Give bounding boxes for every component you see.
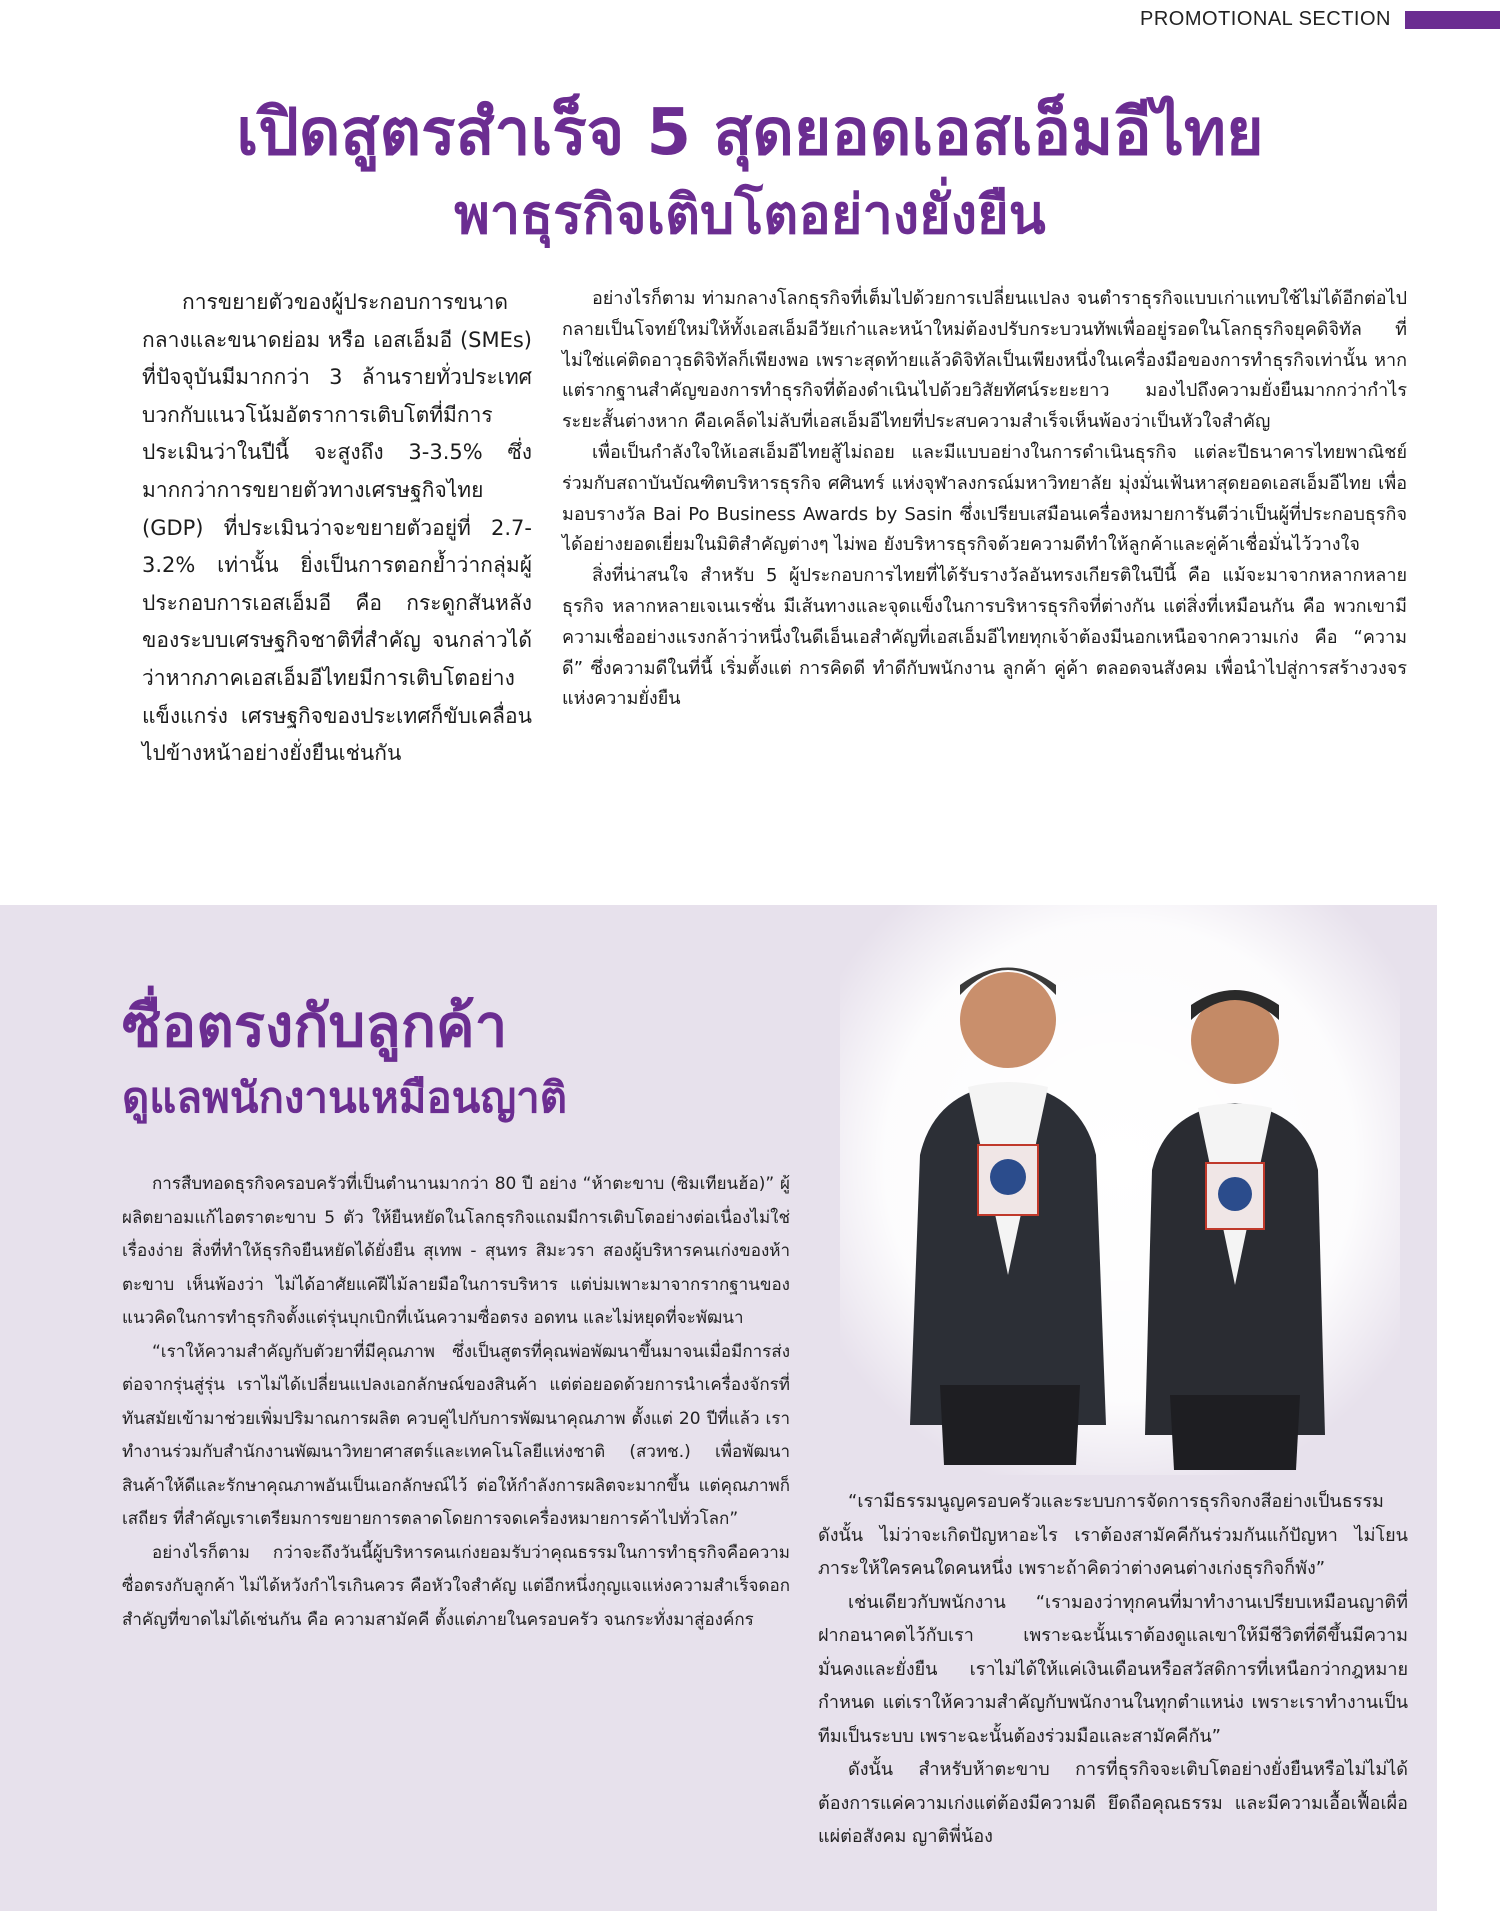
- feature-title: ซื่อตรงกับลูกค้า: [122, 992, 508, 1060]
- subheadline: พาธุรกิจเติบโตอย่างยั่งยืน: [454, 183, 1046, 246]
- section-header: [1140, 8, 1500, 31]
- executives-photo: [840, 905, 1400, 1475]
- feature-right-column: [818, 1485, 1408, 1854]
- promotional-section-label: PROMOTIONAL SECTION: [1139, 8, 1391, 30]
- feature-left-paragraph-1: การสืบทอดธุรกิจครอบครัวที่เป็นตำนานมากว่า 80 ปี อย่าง “ห้าตะขาบ (ซิมเทียนฮ้อ)” ผู้ผลิตยาอมแก้ไอตราตะขาบ 5 ตัว ให้ยืนหยัดในโลกธุรกิจแถมมีการเติบโตอย่างต่อเนื่องไม่ใช่เรื่องง่าย สิ่งที่ทำให้ธุรกิจยืนหยัดได้ยั่งยืน สุเทพ - สุนทร สิมะวรา สองผู้บริหารคนเก่งของห้าตะขาบ เห็นพ้องว่า ไม่ได้อาศัยแค่ฝีไม้ลายมือในการบริหาร แต่บ่มเพาะมาจากรากฐานของแนวคิดในการทำธุรกิจตั้งแต่รุ่นบุกเบิกที่เน้นความซื่อตรง อดทน และไม่หยุดที่จะพัฒนา: [122, 1174, 790, 1328]
- intro-right-paragraph-3: สิ่งที่น่าสนใจ สำหรับ 5 ผู้ประกอบการไทยที่ได้รับรางวัลอันทรงเกียรติในปีนี้ คือ แม้จะมาจากหลากหลายธุรกิจ หลากหลายเจเนเรชั่น มีเส้นทางและจุดแข็งในการบริหารธุรกิจที่ต่างกัน แต่สิ่งที่เหมือนกัน คือ พวกเขามีความเชื่ออย่างแรงกล้าว่าหนึ่งในดีเอ็นเอสำคัญที่เอสเอ็มอีไทยทุกเจ้าต้องมีนอกเหนือจากความเก่ง คือ “ความดี” ซึ่งความดีในที่นี้ เริ่มตั้งแต่ การคิดดี ทำดีกับพนักงาน ลูกค้า คู่ค้า ตลอดจนสังคม เพื่อนำไปสู่การสร้างวงจรแห่งความยั่งยืน: [562, 565, 1407, 710]
- feature-left-paragraph-3: อย่างไรก็ตาม กว่าจะถึงวันนี้ผู้บริหารคนเก่งยอมรับว่าคุณธรรมในการทำธุรกิจคือความซื่อตรงกับลูกค้า ไม่ได้หวังกำไรเกินควร คือหัวใจสำคัญ แต่อีกหนึ่งกุญแจแห่งความสำเร็จดอกสำคัญที่ขาดไม่ได้เช่นกัน คือ ความสามัคคี ตั้งแต่ภายในครอบครัว จนกระทั่งมาสู่องค์กร: [122, 1542, 790, 1630]
- feature-left-paragraph-2: “เราให้ความสำคัญกับตัวยาที่มีคุณภาพ ซึ่งเป็นสูตรที่คุณพ่อพัฒนาขึ้นมาจนเมื่อมีการส่งต่อจากรุ่นสู่รุ่น เราไม่ได้เปลี่ยนแปลงเอกลักษณ์ของสินค้า แต่ต่อยอดด้วยการนำเครื่องจักรที่ทันสมัยเข้ามาช่วยเพิ่มปริมาณการผลิต ควบคู่ไปกับการพัฒนาคุณภาพ ตั้งแต่ 20 ปีที่แล้ว เราทำงานร่วมกับสำนักงานพัฒนาวิทยาศาสตร์และเทคโนโลยีแห่งชาติ (สวทช.) เพื่อพัฒนาสินค้าให้ดีและรักษาคุณภาพอันเป็นเอกลักษณ์ไว้ ต่อให้กำลังการผลิตจะมากขึ้น แต่คุณภาพก็เสถียร ที่สำคัญเราเตรียมการขยายการตลาดโดยการจดเครื่องหมายการค้าไปทั่วโลก”: [122, 1341, 790, 1529]
- headline: เปิดสูตรสำเร็จ 5 สุดยอดเอสเอ็มอีไทย: [236, 96, 1264, 170]
- header-accent-bar: [1405, 11, 1500, 29]
- feature-left-column: [122, 1168, 790, 1637]
- intro-right-paragraph-1: อย่างไรก็ตาม ท่ามกลางโลกธุรกิจที่เต็มไปด้วยการเปลี่ยนแปลง จนตำราธุรกิจแบบเก่าแทบใช้ไม่ได้อีกต่อไป กลายเป็นโจทย์ใหม่ให้ทั้งเอสเอ็มอีวัยเก๋าและหน้าใหม่ต้องปรับกระบวนทัพเพื่ออยู่รอดในโลกธุรกิจยุคดิจิทัล ที่ไม่ใช่แค่ติดอาวุธดิจิทัลก็เพียงพอ เพราะสุดท้ายแล้วดิจิทัลเป็นเพียงหนึ่งในเครื่องมือของการทำธุรกิจเท่านั้น หากแต่รากฐานสำคัญของการทำธุรกิจที่ต้องดำเนินไปด้วยวิสัยทัศน์ระยะยาว มองไปถึงความยั่งยืนมากกว่ากำไรระยะสั้นต่างหาก คือเคล็ดไม่ลับที่เอสเอ็มอีไทยที่ประสบความสำเร็จเห็นพ้องว่าเป็นหัวใจสำคัญ: [562, 288, 1407, 433]
- intro-right-paragraph-2: เพื่อเป็นกำลังใจให้เอสเอ็มอีไทยสู้ไม่ถอย และมีแบบอย่างในการดำเนินธุรกิจ แต่ละปีธนาคารไทยพาณิชย์ร่วมกับสถาบันบัณฑิตบริหารธุรกิจ ศศินทร์ แห่งจุฬาลงกรณ์มหาวิทยาลัย มุ่งมั่นเฟ้นหาสุดยอดเอสเอ็มอีไทย เพื่อมอบรางวัล Bai Po Business Awards by Sasin ซึ่งเปรียบเสมือนเครื่องหมายการันตีว่าเป็นผู้ที่ประกอบธุรกิจได้อย่างยอดเยี่ยมในมิติสำคัญต่างๆ ไม่พอ ยังบริหารธุรกิจด้วยความดีทำให้ลูกค้าและคู่ค้าเชื่อมั่นไว้วางใจ: [562, 441, 1407, 556]
- feature-right-paragraph-3: ดังนั้น สำหรับห้าตะขาบ การที่ธุรกิจจะเติบโตอย่างยั่งยืนหรือไม่ไม่ได้ต้องการแค่ความเก่งแต่ต้องมีความดี ยึดถือคุณธรรม และมีความเอื้อเฟื้อเผื่อแผ่ต่อสังคม ญาติพี่น้อง: [818, 1759, 1408, 1847]
- intro-left-paragraph: การขยายตัวของผู้ประกอบการขนาดกลางและขนาดย่อม หรือ เอสเอ็มอี (SMEs) ที่ปัจจุบันมีมากกว่า 3 ล้านรายทั่วประเทศ บวกกับแนวโน้มอัตราการเติบโตที่มีการประเมินว่าในปีนี้ จะสูงถึง 3-3.5% ซึ่งมากกว่าการขยายตัวทางเศรษฐกิจไทย (GDP) ที่ประเมินว่าจะขยายตัวอยู่ที่ 2.7-3.2% เท่านั้น ยิ่งเป็นการตอกย้ำว่ากลุ่มผู้ประกอบการเอสเอ็มอี คือ กระดูกสันหลังของระบบเศรษฐกิจชาติที่สำคัญ จนกล่าวได้ว่าหากภาคเอสเอ็มอีไทยมีการเติบโตอย่างแข็งแกร่ง เศรษฐกิจของประเทศก็ขับเคลื่อนไปข้างหน้าอย่างยั่งยืนเช่นกัน: [142, 290, 532, 766]
- feature-subtitle: ดูแลพนักงานเหมือนญาติ: [122, 1073, 568, 1122]
- feature-right-paragraph-2: เช่นเดียวกับพนักงาน “เรามองว่าทุกคนที่มาทำงานเปรียบเหมือนญาติที่ฝากอนาคตไว้กับเรา เพราะฉะนั้นเราต้องดูแลเขาให้มีชีวิตที่ดีขึ้นมีความมั่นคงและยั่งยืน เราไม่ได้ให้แค่เงินเดือนหรือสวัสดิการที่เหนือกว่ากฎหมายกำหนด แต่เราให้ความสำคัญกับพนักงานในทุกตำแหน่ง เพราะเราทำงานเป็นทีมเป็นระบบ เพราะฉะนั้นต้องร่วมมือและสามัคคีกัน”: [818, 1591, 1408, 1747]
- intro-right-column: [562, 284, 1407, 715]
- feature-right-paragraph-1: “เรามีธรรมนูญครอบครัวและระบบการจัดการธุรกิจกงสีอย่างเป็นธรรม ดังนั้น ไม่ว่าจะเกิดปัญหาอะไร เราต้องสามัคคีกันร่วมกันแก้ปัญหา ไม่โยนภาระให้ใครคนใดคนหนึ่ง เพราะถ้าคิดว่าต่างคนต่างเก่งธุรกิจก็พัง”: [818, 1491, 1408, 1579]
- intro-left-column: [142, 284, 532, 773]
